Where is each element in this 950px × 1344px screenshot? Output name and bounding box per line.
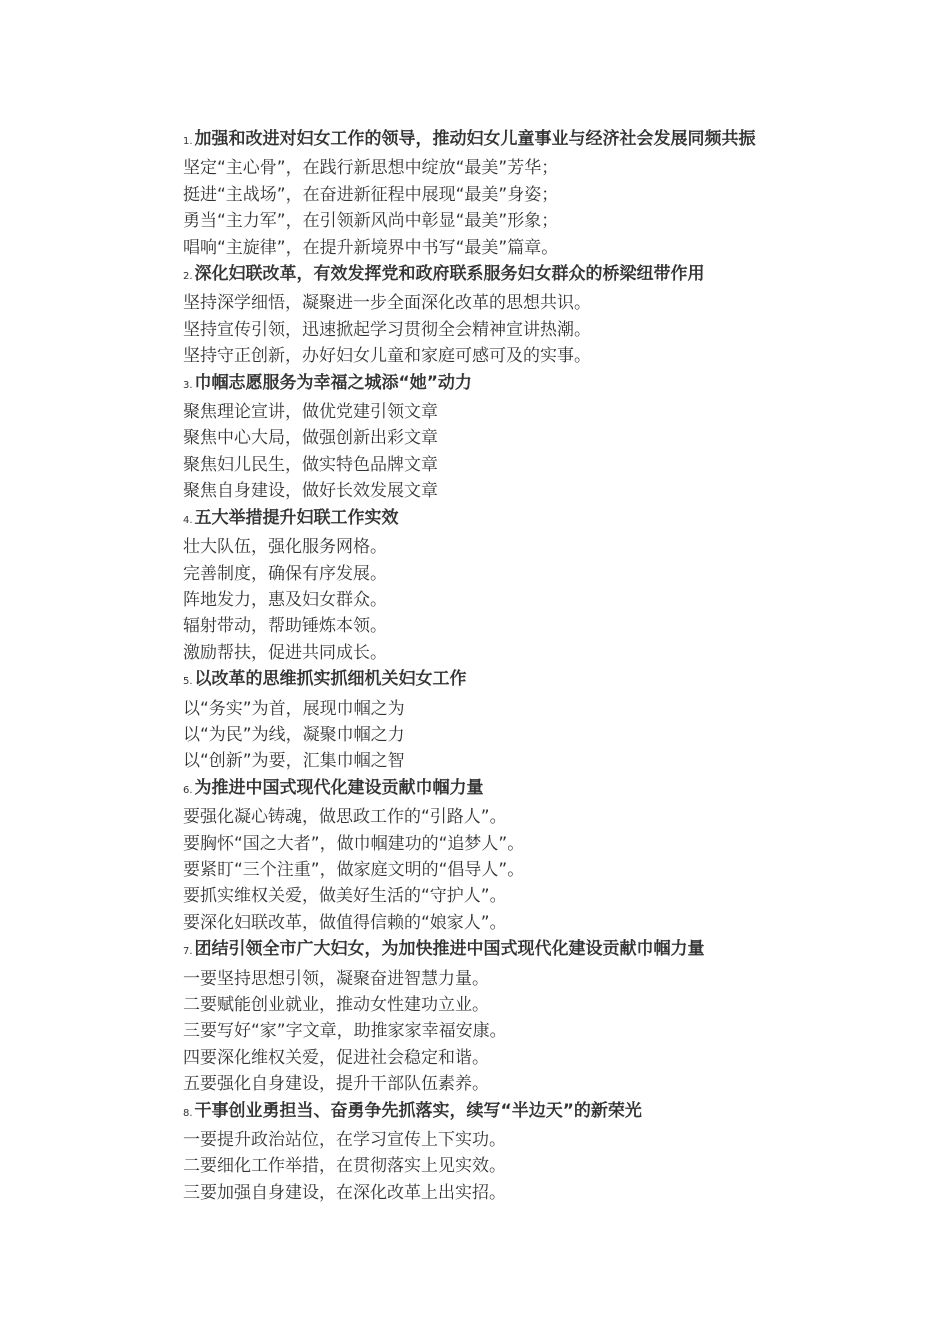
list-item: 一要坚持思想引领，凝聚奋进智慧力量。 <box>183 968 489 989</box>
section-number: 2. <box>183 271 193 283</box>
list-item: 激励帮扶，促进共同成长。 <box>183 642 387 663</box>
list-item: 聚焦妇儿民生，做实特色品牌文章 <box>183 454 438 475</box>
section-heading <box>145 666 805 695</box>
list-item: 要抓实维权关爱，做美好生活的“守护人”。 <box>183 886 507 907</box>
list-item: 聚焦中心大局，做强创新出彩文章 <box>183 428 438 449</box>
list-item: 完善制度，确保有序发展。 <box>183 563 387 584</box>
section-number: 6. <box>183 784 193 796</box>
list-item: 坚持深学细悟，凝聚进一步全面深化改革的思想共识。 <box>183 293 591 314</box>
section-title: 为推进中国式现代化建设贡献巾帼力量 <box>194 777 484 798</box>
list-item: 以“创新”为要，汇集巾帼之智 <box>183 751 405 772</box>
section-2 <box>145 261 805 370</box>
list-item: 五要强化自身建设，提升干部队伍素养。 <box>183 1074 489 1095</box>
list-item: 一要提升政治站位，在学习宣传上下实功。 <box>183 1130 506 1151</box>
list-item: 挺进“主战场”，在奋进新征程中展现“最美”身姿； <box>183 184 559 205</box>
list-item: 坚持宣传引领，迅速掀起学习贯彻全会精神宣讲热潮。 <box>183 319 591 340</box>
section-heading <box>145 370 805 399</box>
list-item: 坚定“主心骨”，在践行新思想中绽放“最美”芳华； <box>183 158 559 179</box>
list-item: 唱响“主旋律”，在提升新境界中书写“最美”篇章。 <box>183 237 559 258</box>
section-5 <box>145 666 805 775</box>
section-7 <box>145 936 805 1097</box>
section-number: 8. <box>183 1107 193 1119</box>
list-item: 要深化妇联改革，做值得信赖的“娘家人”。 <box>183 912 507 933</box>
section-heading <box>145 1098 805 1127</box>
section-heading <box>145 775 805 804</box>
list-item: 要强化凝心铸魂，做思政工作的“引路人”。 <box>183 807 507 828</box>
list-item: 辐射带动，帮助锤炼本领。 <box>183 616 387 637</box>
section-number: 4. <box>183 514 193 526</box>
list-item: 坚持守正创新，办好妇女儿童和家庭可感可及的实事。 <box>183 346 591 367</box>
list-item: 四要深化维权关爱，促进社会稳定和谐。 <box>183 1047 489 1068</box>
section-title: 巾帼志愿服务为幸福之城添“她”动力 <box>194 372 472 393</box>
section-title: 深化妇联改革，有效发挥党和政府联系服务妇女群众的桥梁纽带作用 <box>194 264 705 285</box>
section-heading <box>145 126 805 155</box>
section-title: 干事创业勇担当、奋勇争先抓落实，续写“半边天”的新荣光 <box>194 1100 642 1121</box>
section-heading <box>145 936 805 965</box>
section-number: 5. <box>183 676 193 688</box>
section-number: 3. <box>183 379 193 391</box>
list-item: 要胸怀“国之大者”，做巾帼建功的“追梦人”。 <box>183 833 525 854</box>
list-item: 二要赋能创业就业，推动女性建功立业。 <box>183 995 489 1015</box>
section-heading <box>145 505 805 534</box>
section-number: 7. <box>183 946 193 958</box>
section-number: 1. <box>183 136 193 147</box>
section-title: 团结引领全市广大妇女，为加快推进中国式现代化建设贡献巾帼力量 <box>194 939 705 960</box>
list-item: 三要加强自身建设，在深化改革上出实招。 <box>183 1182 506 1203</box>
section-title: 以改革的思维抓实抓细机关妇女工作 <box>194 669 467 690</box>
document-content <box>145 126 805 1206</box>
list-item: 聚焦理论宣讲，做优党建引领文章 <box>183 402 438 423</box>
list-item: 壮大队伍，强化服务网格。 <box>183 537 387 558</box>
section-8 <box>145 1098 805 1207</box>
section-title: 加强和改进对妇女工作的领导，推动妇女儿童事业与经济社会发展同频共振 <box>194 129 756 149</box>
section-1 <box>145 126 805 261</box>
list-item: 三要写好“家”字文章，助推家家幸福安康。 <box>183 1021 507 1042</box>
list-item: 聚焦自身建设，做好长效发展文章 <box>183 481 438 502</box>
list-item: 勇当“主力军”，在引领新风尚中彰显“最美”形象； <box>183 211 559 232</box>
list-item: 以“为民”为线，凝聚巾帼之力 <box>183 724 405 745</box>
list-item: 二要细化工作举措，在贯彻落实上见实效。 <box>183 1156 506 1177</box>
section-4 <box>145 505 805 666</box>
section-3 <box>145 370 805 505</box>
list-item: 以“务实”为首，展现巾帼之为 <box>183 698 405 719</box>
section-heading <box>145 261 805 290</box>
list-item: 阵地发力，惠及妇女群众。 <box>183 589 387 610</box>
section-6 <box>145 775 805 936</box>
section-title: 五大举措提升妇联工作实效 <box>194 507 399 528</box>
list-item: 要紧盯“三个注重”，做家庭文明的“倡导人”。 <box>183 859 525 880</box>
